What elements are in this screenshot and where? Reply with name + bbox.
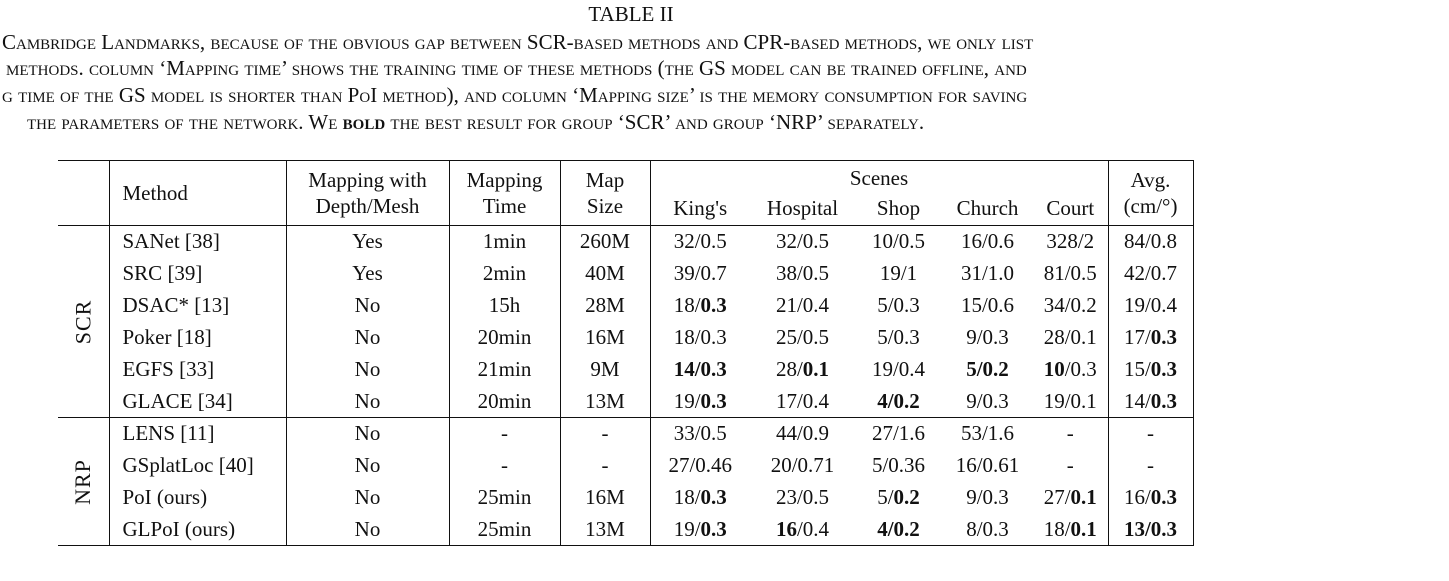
value: 17/ bbox=[1123, 325, 1151, 349]
value: 5/0.36 bbox=[871, 453, 926, 477]
result-cell-shop bbox=[855, 354, 942, 386]
mapping-depth-header-line-2: Depth/Mesh bbox=[315, 194, 420, 218]
table-row bbox=[58, 418, 1193, 450]
result-cell-church bbox=[942, 514, 1033, 546]
value: 28/0.1 bbox=[1043, 325, 1097, 349]
value: 53/1.6 bbox=[960, 421, 1015, 446]
group-label-text: NRP bbox=[70, 458, 96, 505]
size-cell: 28M bbox=[560, 290, 650, 322]
avg-header bbox=[1108, 161, 1193, 226]
depth-cell: No bbox=[286, 418, 449, 450]
bold-value: 10 bbox=[1043, 357, 1065, 381]
size-cell: 260M bbox=[560, 226, 650, 258]
result-cell-hospital bbox=[750, 450, 855, 482]
bold-value: 0.3 bbox=[1150, 388, 1178, 413]
result-cell-hospital bbox=[750, 386, 855, 418]
result-cell-avg bbox=[1108, 290, 1193, 322]
result-cell-kings bbox=[650, 290, 750, 322]
method-cell: EGFS [33] bbox=[109, 354, 286, 386]
table-row bbox=[58, 354, 1193, 386]
method-header: Method bbox=[109, 161, 286, 226]
result-cell-church bbox=[942, 226, 1033, 258]
result-cell-court bbox=[1033, 418, 1108, 450]
value: 25/0.5 bbox=[775, 325, 830, 349]
size-cell: 13M bbox=[560, 514, 650, 546]
bold-value: 0.2 bbox=[893, 485, 920, 509]
mapping-time-header-line-1: Mapping bbox=[466, 168, 543, 192]
result-cell-church bbox=[942, 322, 1033, 354]
result-cell-avg bbox=[1108, 450, 1193, 482]
value: 18/ bbox=[673, 485, 701, 509]
caption-line-1: Cambridge Landmarks, because of the obvious gap between SCR-based methods and CPR-based methods, we only list bbox=[2, 30, 1034, 54]
method-cell: LENS [11] bbox=[109, 418, 286, 450]
value: 19/1 bbox=[879, 261, 918, 285]
result-cell-shop bbox=[855, 322, 942, 354]
value: 27/1.6 bbox=[871, 421, 926, 446]
value: 19/0.1 bbox=[1043, 388, 1097, 413]
value: 42/0.7 bbox=[1123, 261, 1178, 285]
result-cell-court bbox=[1033, 290, 1108, 322]
value: 84/0.8 bbox=[1123, 229, 1178, 254]
value: 81/0.5 bbox=[1043, 261, 1097, 285]
value: 17/0.4 bbox=[775, 388, 830, 413]
bold-value: 16 bbox=[775, 516, 797, 541]
result-cell-shop bbox=[855, 514, 942, 546]
result-cell-shop bbox=[855, 418, 942, 450]
map-size-header-line-1: Map bbox=[585, 168, 625, 192]
group-header-cell bbox=[58, 161, 109, 226]
result-cell-kings bbox=[650, 258, 750, 290]
value: 9/0.3 bbox=[966, 388, 1009, 413]
value: 19/ bbox=[673, 388, 701, 413]
size-cell: 16M bbox=[560, 482, 650, 514]
depth-cell: Yes bbox=[286, 226, 449, 258]
time-cell: 20min bbox=[449, 386, 560, 418]
depth-cell: No bbox=[286, 450, 449, 482]
caption-bold-word: bold bbox=[342, 110, 386, 134]
value: 9/0.3 bbox=[966, 325, 1009, 349]
caption-line-4-start: the parameters of the network. We bbox=[27, 110, 343, 134]
bold-value: 0.3 bbox=[1150, 485, 1178, 509]
result-cell-shop bbox=[855, 258, 942, 290]
value: 39/0.7 bbox=[673, 261, 727, 285]
group-label-nrp bbox=[58, 418, 109, 546]
method-cell: SANet [38] bbox=[109, 226, 286, 258]
method-cell: GSplatLoc [40] bbox=[109, 450, 286, 482]
value: 33/0.5 bbox=[673, 421, 727, 446]
table-row bbox=[58, 450, 1193, 482]
value: 8/0.3 bbox=[966, 516, 1009, 541]
result-cell-court bbox=[1033, 482, 1108, 514]
size-cell: 13M bbox=[560, 386, 650, 418]
bold-value: 13/0.3 bbox=[1123, 516, 1178, 541]
time-cell: 25min bbox=[449, 482, 560, 514]
result-cell-court bbox=[1033, 322, 1108, 354]
result-cell-kings bbox=[650, 226, 750, 258]
method-cell: PoI (ours) bbox=[109, 482, 286, 514]
result-cell-court bbox=[1033, 450, 1108, 482]
result-cell-church bbox=[942, 354, 1033, 386]
depth-cell: No bbox=[286, 290, 449, 322]
result-cell-church bbox=[942, 418, 1033, 450]
result-cell-avg bbox=[1108, 322, 1193, 354]
value: 10/0.5 bbox=[871, 229, 926, 254]
value: 5/0.3 bbox=[877, 293, 920, 317]
value: 9/0.3 bbox=[966, 485, 1009, 509]
result-cell-shop bbox=[855, 450, 942, 482]
value: 16/0.6 bbox=[960, 229, 1015, 254]
mapping-depth-header bbox=[286, 161, 449, 226]
value: 14/ bbox=[1123, 388, 1151, 413]
value: 18/0.3 bbox=[673, 325, 727, 349]
method-cell: SRC [39] bbox=[109, 258, 286, 290]
value: - bbox=[1147, 453, 1154, 477]
avg-header-line-2: (cm/°) bbox=[1123, 194, 1178, 218]
result-cell-kings bbox=[650, 386, 750, 418]
scene-header-church: Church bbox=[956, 196, 1019, 220]
value: 21/0.4 bbox=[775, 293, 830, 317]
result-cell-kings bbox=[650, 450, 750, 482]
table-row bbox=[58, 290, 1193, 322]
result-cell-court bbox=[1033, 386, 1108, 418]
map-size-header bbox=[560, 161, 650, 226]
bold-value: 0.3 bbox=[700, 293, 727, 317]
map-size-header-line-2: Size bbox=[586, 194, 624, 218]
bold-value: 0.3 bbox=[1150, 357, 1178, 381]
value: 34/0.2 bbox=[1043, 293, 1097, 317]
bold-value: 4/0.2 bbox=[877, 388, 920, 413]
table-row bbox=[58, 322, 1193, 354]
mapping-time-header bbox=[449, 161, 560, 226]
value: 20/0.71 bbox=[770, 453, 835, 477]
size-cell: 40M bbox=[560, 258, 650, 290]
value: 23/0.5 bbox=[775, 485, 830, 509]
result-cell-church bbox=[942, 450, 1033, 482]
value: - bbox=[1147, 421, 1154, 446]
group-label-scr bbox=[58, 226, 109, 418]
result-cell-avg bbox=[1108, 514, 1193, 546]
table-row bbox=[58, 258, 1193, 290]
size-cell: - bbox=[560, 450, 650, 482]
result-cell-shop bbox=[855, 386, 942, 418]
result-cell-avg bbox=[1108, 258, 1193, 290]
result-cell-kings bbox=[650, 514, 750, 546]
value: 27/ bbox=[1043, 485, 1071, 509]
time-cell: 25min bbox=[449, 514, 560, 546]
value: 38/0.5 bbox=[775, 261, 830, 285]
value: 15/ bbox=[1123, 357, 1151, 381]
value: 16/0.61 bbox=[955, 453, 1020, 477]
size-cell: - bbox=[560, 418, 650, 450]
depth-cell: No bbox=[286, 322, 449, 354]
result-cell-church bbox=[942, 386, 1033, 418]
depth-cell: Yes bbox=[286, 258, 449, 290]
table-row bbox=[58, 226, 1193, 258]
table-row bbox=[58, 386, 1193, 418]
scenes-header: Scenes bbox=[650, 161, 1108, 192]
result-cell-avg bbox=[1108, 354, 1193, 386]
caption-line-3: g time of the GS model is shorter than PoI method), and column ‘Mapping size’ is the memory consumption for saving bbox=[2, 83, 1028, 107]
result-cell-kings bbox=[650, 354, 750, 386]
result-cell-court bbox=[1033, 258, 1108, 290]
value: /0.4 bbox=[796, 516, 830, 541]
result-cell-avg bbox=[1108, 226, 1193, 258]
table-body bbox=[58, 226, 1193, 546]
bold-value: 0.3 bbox=[700, 516, 727, 541]
time-cell: 21min bbox=[449, 354, 560, 386]
value: 5/0.3 bbox=[877, 325, 920, 349]
result-cell-kings bbox=[650, 482, 750, 514]
value: /0.3 bbox=[1064, 357, 1097, 381]
bold-value: 0.1 bbox=[1070, 485, 1097, 509]
value: - bbox=[1066, 421, 1074, 446]
result-cell-court bbox=[1033, 354, 1108, 386]
scene-header-kings: King's bbox=[673, 196, 728, 220]
bold-value: 0.1 bbox=[802, 357, 830, 381]
value: 15/0.6 bbox=[960, 293, 1015, 317]
result-cell-avg bbox=[1108, 418, 1193, 450]
value: 27/0.46 bbox=[668, 453, 733, 477]
bold-value: 0.3 bbox=[1150, 325, 1178, 349]
avg-header-line-1: Avg. bbox=[1130, 168, 1171, 192]
depth-cell: No bbox=[286, 386, 449, 418]
value: 32/0.5 bbox=[775, 229, 830, 254]
value: 19/0.4 bbox=[871, 357, 926, 381]
bold-value: 0.3 bbox=[700, 388, 727, 413]
table-row bbox=[58, 514, 1193, 546]
depth-cell: No bbox=[286, 482, 449, 514]
result-cell-hospital bbox=[750, 258, 855, 290]
bold-value: 0.1 bbox=[1070, 516, 1097, 541]
result-cell-kings bbox=[650, 322, 750, 354]
result-cell-kings bbox=[650, 418, 750, 450]
result-cell-avg bbox=[1108, 386, 1193, 418]
time-cell: - bbox=[449, 450, 560, 482]
caption-line-4 bbox=[27, 109, 1449, 135]
time-cell: 20min bbox=[449, 322, 560, 354]
table-row bbox=[58, 482, 1193, 514]
method-cell: Poker [18] bbox=[109, 322, 286, 354]
caption-line-4-end: the best result for group ‘SCR’ and group ‘NRP’ separately. bbox=[385, 110, 925, 134]
bold-value: 0.3 bbox=[700, 485, 727, 509]
value: 328/2 bbox=[1046, 229, 1095, 254]
time-cell: - bbox=[449, 418, 560, 450]
caption-line-2: methods. column ‘Mapping time’ shows the training time of these methods (the GS model can be trained offline, and bbox=[6, 56, 1027, 80]
bold-value: 14/0.3 bbox=[673, 357, 727, 381]
bold-value: 4/0.2 bbox=[877, 516, 920, 541]
time-cell: 2min bbox=[449, 258, 560, 290]
scene-header-court: Court bbox=[1033, 191, 1108, 226]
method-cell: GLPoI (ours) bbox=[109, 514, 286, 546]
value: 18/ bbox=[1043, 516, 1071, 541]
value: 32/0.5 bbox=[673, 229, 727, 254]
method-cell: DSAC* [13] bbox=[109, 290, 286, 322]
bold-value: 5/0.2 bbox=[966, 357, 1009, 381]
value: 5/ bbox=[877, 485, 894, 509]
value: 44/0.9 bbox=[775, 421, 830, 446]
results-table bbox=[58, 160, 1194, 546]
size-cell: 16M bbox=[560, 322, 650, 354]
result-cell-hospital bbox=[750, 290, 855, 322]
result-cell-court bbox=[1033, 514, 1108, 546]
result-cell-hospital bbox=[750, 226, 855, 258]
result-cell-shop bbox=[855, 482, 942, 514]
result-cell-shop bbox=[855, 290, 942, 322]
result-cell-hospital bbox=[750, 514, 855, 546]
result-cell-hospital bbox=[750, 354, 855, 386]
value: 31/1.0 bbox=[960, 261, 1015, 285]
value: 16/ bbox=[1123, 485, 1151, 509]
result-cell-hospital bbox=[750, 482, 855, 514]
result-cell-church bbox=[942, 482, 1033, 514]
value: - bbox=[1066, 453, 1074, 477]
method-cell: GLACE [34] bbox=[109, 386, 286, 418]
table-number: TABLE II bbox=[588, 2, 674, 26]
value: 19/ bbox=[673, 516, 701, 541]
result-cell-court bbox=[1033, 226, 1108, 258]
result-cell-shop bbox=[855, 226, 942, 258]
value: 19/0.4 bbox=[1123, 293, 1178, 317]
value: 28/ bbox=[775, 357, 803, 381]
depth-cell: No bbox=[286, 514, 449, 546]
result-cell-hospital bbox=[750, 418, 855, 450]
result-cell-hospital bbox=[750, 322, 855, 354]
result-cell-avg bbox=[1108, 482, 1193, 514]
time-cell: 1min bbox=[449, 226, 560, 258]
depth-cell: No bbox=[286, 354, 449, 386]
mapping-depth-header-line-1: Mapping with bbox=[308, 168, 427, 192]
mapping-time-header-line-2: Time bbox=[482, 194, 527, 218]
scene-header-hospital: Hospital bbox=[766, 196, 839, 220]
group-label-text: SCR bbox=[70, 299, 96, 344]
result-cell-church bbox=[942, 258, 1033, 290]
value: 18/ bbox=[673, 293, 701, 317]
result-cell-church bbox=[942, 290, 1033, 322]
size-cell: 9M bbox=[560, 354, 650, 386]
time-cell: 15h bbox=[449, 290, 560, 322]
scene-header-shop: Shop bbox=[876, 196, 921, 220]
